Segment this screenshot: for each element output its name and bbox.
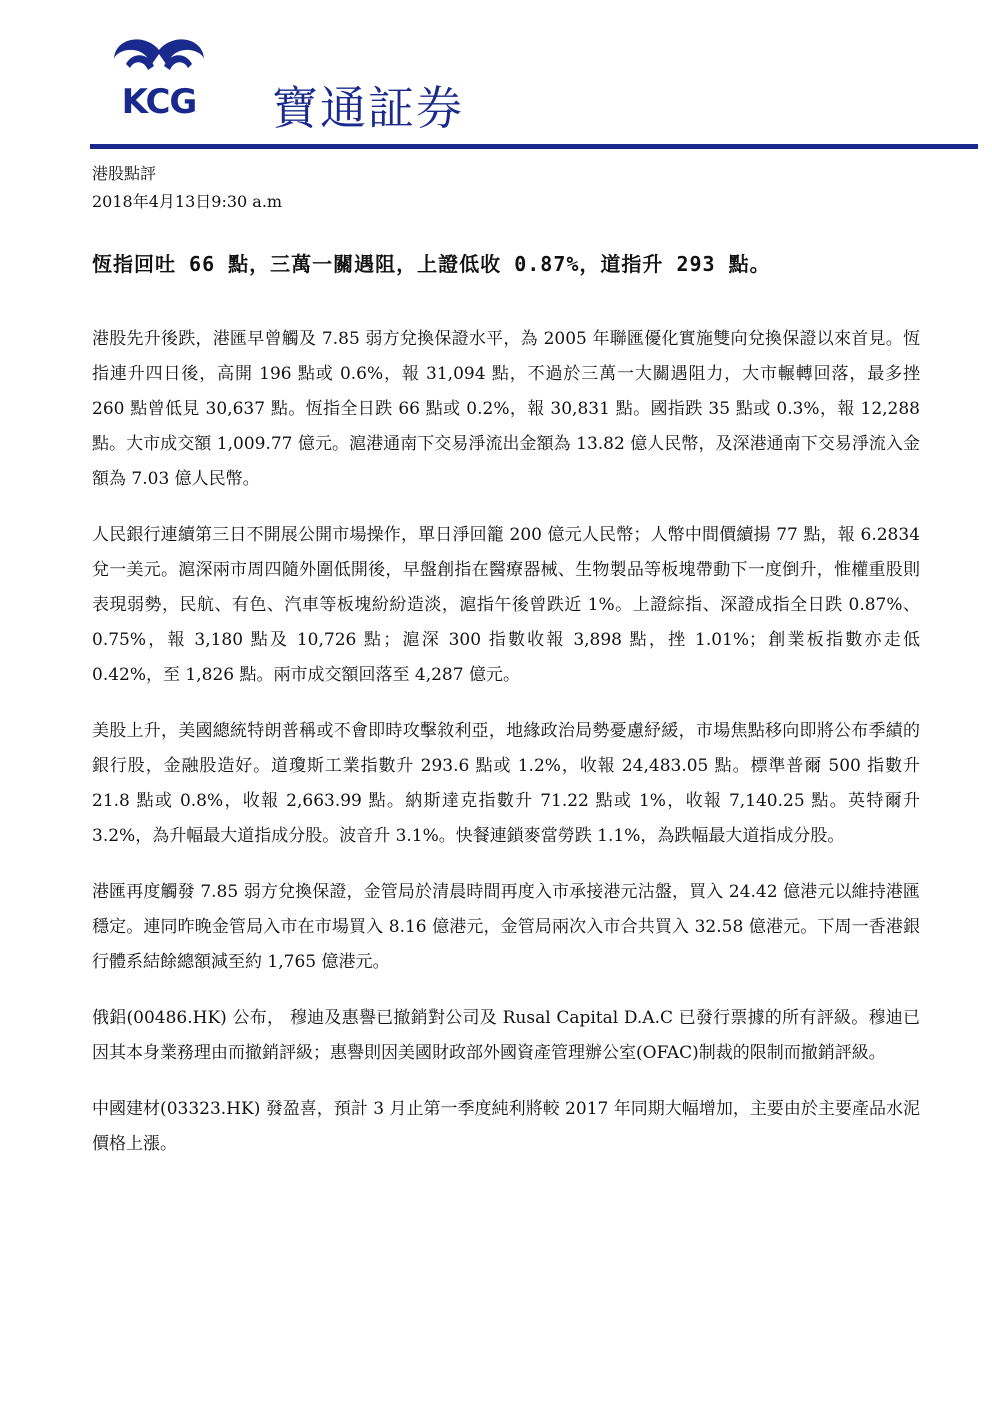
paragraph-china-market: 人民銀行連續第三日不開展公開市場操作，單日淨回籠 200 億元人民幣；人幣中間價續揚 77 點，報 6.2834 兌一美元。滬深兩市周四隨外圍低開後，早盤創指在醫療器械、生物製品等板塊帶動下一度倒升，惟權重股則表現弱勢，民航、有色、汽車等板塊紛紛造淡，滬指午後曾跌近 1%。上證綜指、深證成指全日跌 0.87%、0.75%，報 3,180 點及 10,726 點；滬深 300 指數收報 3,898 點，挫 1.01%；創業板指數亦走低 0.42%，至 1,826 點。兩市成交額回落至 4,287 億元。 (92, 525, 920, 685)
page-header (0, 0, 992, 150)
logo-text: KCG (121, 82, 197, 122)
report-datetime: 2018年4月13日9:30 a.m (92, 192, 283, 211)
kcg-emblem-icon (104, 30, 214, 90)
paragraph-cnbm: 中國建材(03323.HK) 發盈喜，預計 3 月止第一季度純利將較 2017 年同期大幅增加，主要由於主要產品水泥價格上漲。 (92, 1099, 920, 1154)
paragraph-rusal: 俄鋁(00486.HK) 公布， 穆迪及惠譽已撤銷對公司及 Rusal Capital D.A.C 已發行票據的所有評級。穆迪已因其本身業務理由而撤銷評級；惠譽則因美國財政部外國資產管理辦公室(OFAC)制裁的限制而撤銷評級。 (92, 1008, 920, 1063)
paragraph-hk-market: 港股先升後跌，港匯早曾觸及 7.85 弱方兌換保證水平，為 2005 年聯匯優化實施雙向兌換保證以來首見。恆指連升四日後，高開 196 點或 0.6%，報 31,094 點，不過於三萬一大關遇阻力，大市輾轉回落，最多挫 260 點曾低見 30,637 點。恆指全日跌 66 點或 0.2%，報 30,831 點。國指跌 35 點或 0.3%，報 12,288 點。大市成交額 1,009.77 億元。滬港通南下交易淨流出金額為 13.82 億人民幣，及深港通南下交易淨流入金額為 7.03 億人民幣。 (92, 329, 920, 489)
kcg-logo (104, 30, 214, 125)
headline: 恆指回吐 66 點，三萬一關遇阻，上證低收 0.87%，道指升 293 點。 (92, 252, 771, 276)
report-category: 港股點評 (92, 164, 157, 183)
paragraph-us-market: 美股上升，美國總統特朗普稱或不會即時攻擊敘利亞，地緣政治局勢憂慮紓緩，市場焦點移向即將公布季績的銀行股，金融股造好。道瓊斯工業指數升 293.6 點或 1.2%，收報 24,483.05 點。標準普爾 500 指數升 21.8 點或 0.8%，收報 2,663.99 點。納斯達克指數升 71.22 點或 1%，收報 7,140.25 點。英特爾升 3.2%，為升幅最大道指成分股。波音升 3.1%。快餐連鎖麥當勞跌 1.1%，為跌幅最大道指成分股。 (92, 721, 920, 846)
brand-name: 寶通証券 (272, 81, 464, 135)
report-meta (92, 160, 282, 216)
article-body (92, 322, 920, 1183)
header-divider (90, 144, 978, 149)
paragraph-hkma: 港匯再度觸發 7.85 弱方兌換保證，金管局於清晨時間再度入市承接港元沽盤，買入 24.42 億港元以維持港匯穩定。連同昨晚金管局入市在市場買入 8.16 億港元，金管局兩次入市合共買入 32.58 億港元。下周一香港銀行體系結餘總額減至約 1,765 億港元。 (92, 882, 920, 972)
